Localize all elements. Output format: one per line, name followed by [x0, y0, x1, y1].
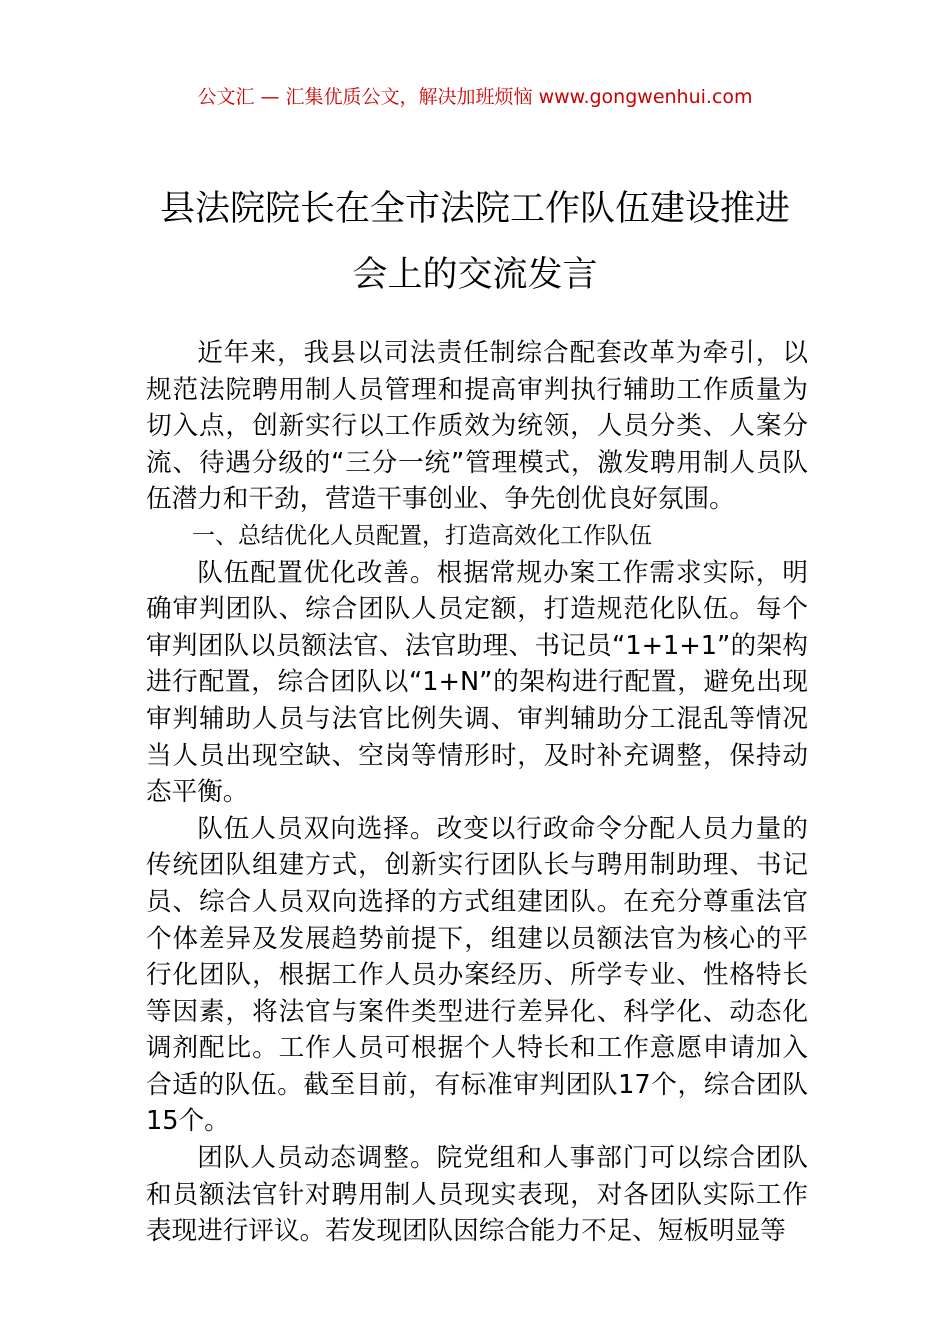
title-line-1: 县法院院长在全市法院工作队伍建设推进: [159, 189, 790, 229]
section-heading-1: 一、总结优化人员配置，打造高效化工作队伍: [192, 522, 652, 549]
title-line-2: 会上的交流发言: [352, 255, 598, 295]
site-header-banner: 公文汇 — 汇集优质公文，解决加班烦恼 www.gongwenhui.com: [197, 86, 753, 108]
document-title: [120, 176, 830, 308]
paragraph-team-configuration: 队伍配置优化改善。根据常规办案工作需求实际，明确审判团队、综合团队人员定额，打造规范化队伍。每个审判团队以员额法官、法官助理、书记员“1+1+1”的架构进行配置，综合团队以“1+N”的架构进行配置，避免出现审判辅助人员与法官比例失调、审判辅助分工混乱等情况当人员出现空缺、空岗等情形时，及时补充调整，保持动态平衡。: [146, 557, 808, 808]
paragraph-dynamic-adjustment: 团队人员动态调整。院党组和人事部门可以综合团队和员额法官针对聘用制人员现实表现，对各团队实际工作表现进行评议。若发现团队因综合能力不足、短板明显等: [146, 1143, 808, 1247]
paragraph-two-way-selection: 队伍人员双向选择。改变以行政命令分配人员力量的传统团队组建方式，创新实行团队长与聘用制助理、书记员、综合人员双向选择的方式组建团队。在充分尊重法官个体差异及发展趋势前提下，组建以员额法官为核心的平行化团队，根据工作人员办案经历、所学专业、性格特长等因素，将法官与案件类型进行差异化、科学化、动态化调剂配比。工作人员可根据个人特长和工作意愿申请加入合适的队伍。截至目前，有标准审判团队17个，综合团队15个。: [146, 813, 808, 1137]
paragraph-intro: 近年来，我县以司法责任制综合配套改革为牵引，以规范法院聘用制人员管理和提高审判执行辅助工作质量为切入点，创新实行以工作质效为统领，人员分类、人案分流、待遇分级的“三分一统”管理模式，激发聘用制人员队伍潜力和干劲，营造干事创业、争先创优良好氛围。: [146, 338, 808, 515]
document-body: [146, 335, 808, 1250]
